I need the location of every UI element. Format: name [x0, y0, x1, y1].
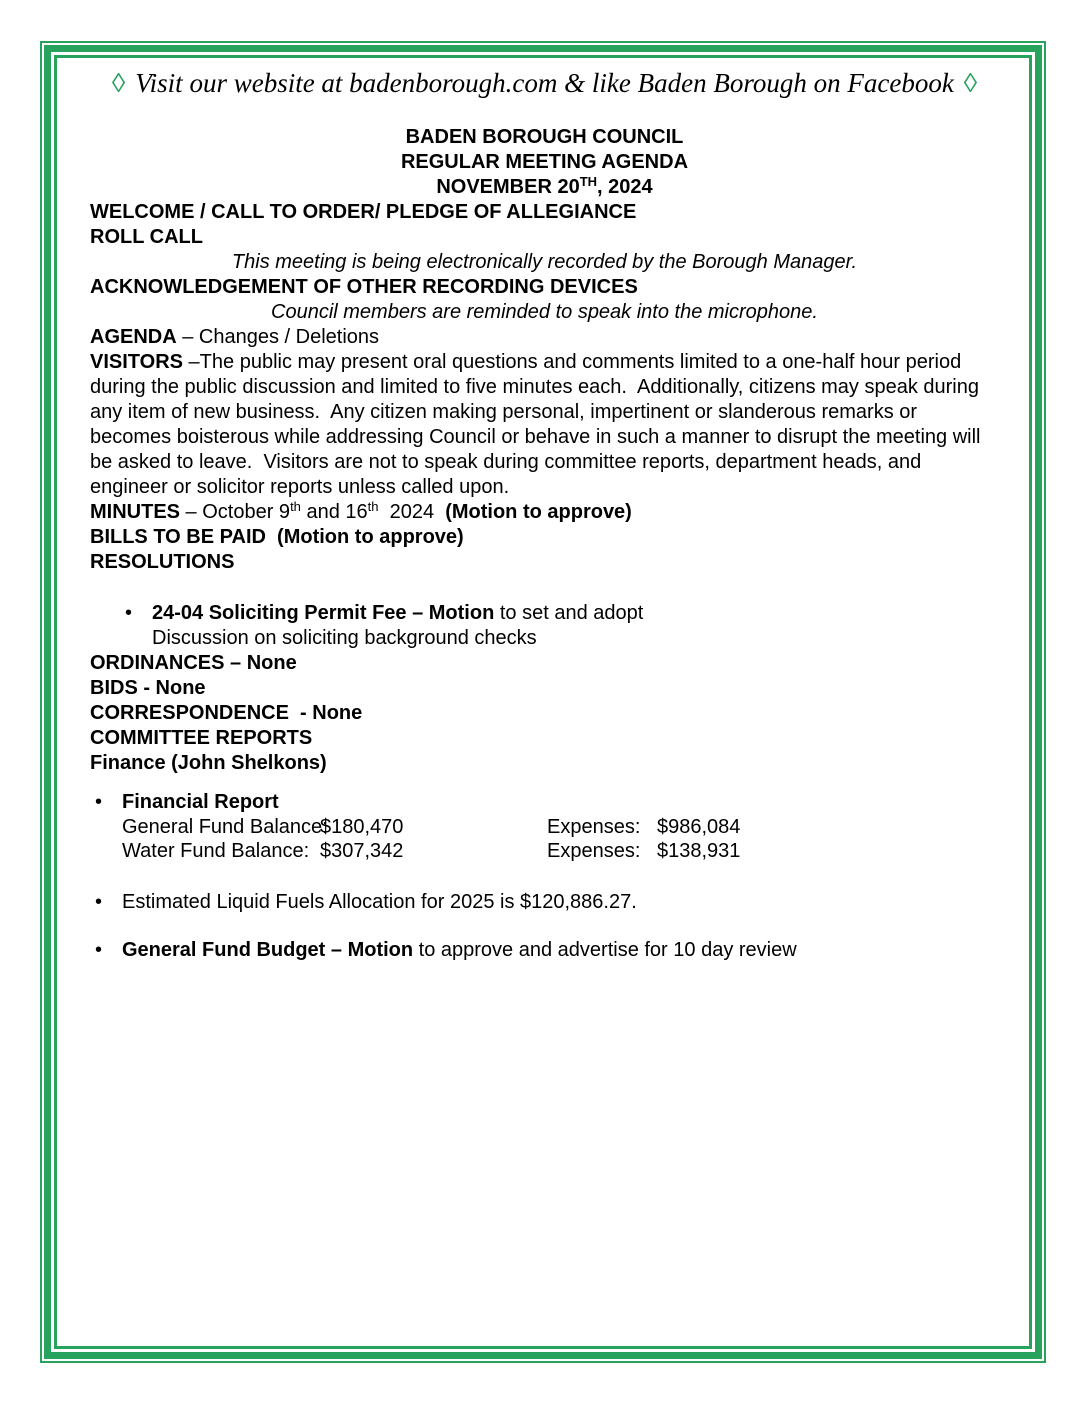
- page-border-frame-middle: [44, 45, 1042, 1359]
- heading-committee-reports: COMMITTEE REPORTS: [90, 727, 313, 749]
- bullet-icon: •: [95, 891, 103, 913]
- heading-bids: BIDS - None: [90, 677, 206, 699]
- heading-finance-committee: Finance (John Shelkons): [90, 752, 327, 774]
- page-border-frame-inner: [54, 55, 1032, 1349]
- ordinal-superscript: th: [290, 499, 301, 514]
- recording-note: This meeting is being electronically recorded by the Borough Manager.: [231, 251, 858, 273]
- fund-label: Water Fund Balance:: [122, 840, 310, 862]
- resolution-text: 24-04 Soliciting Permit Fee – Motion to set and adopt Discussion on soliciting background checks: [152, 602, 644, 649]
- visitors-paragraph: VISITORS –The public may present oral questions and comments limited to a one-half hour period during the public discussion and limited to five minutes each. Additionally, citizens may speak during any item of new business. Any citizen making personal, impertinent or slanderous remarks or becomes boisterous while addressing Council or behave in such a manner to disrupt the meeting will be asked to leave. Visitors are not to speak during committee reports, department heads, and engineer or solicitor reports unless called upon.: [90, 351, 987, 498]
- bullet-icon: •: [95, 939, 103, 961]
- minutes-line: MINUTES – October 9th and 16th 2024 (Motion to approve): [90, 499, 632, 523]
- heading-acknowledgement: ACKNOWLEDGEMENT OF OTHER RECORDING DEVICES: [90, 276, 638, 298]
- financial-report-title: Financial Report: [122, 791, 279, 813]
- financial-report-block: [90, 790, 999, 863]
- ordinal-superscript: th: [367, 499, 379, 514]
- liquid-fuels-text: Estimated Liquid Fuels Allocation for 2025 is $120,886.27.: [122, 891, 637, 913]
- bullet-icon: •: [95, 791, 103, 813]
- bullet-icon: •: [125, 602, 133, 624]
- list-item-financial-report: [95, 790, 999, 815]
- list-item-general-fund-budget: [95, 938, 999, 963]
- expenses-value: $138,931: [657, 840, 741, 862]
- expenses-label: Expenses:: [547, 840, 641, 862]
- expenses-value: $986,084: [657, 816, 741, 838]
- list-item-liquid-fuels: [95, 890, 999, 915]
- fund-label: General Fund Balance:: [122, 816, 328, 838]
- website-banner: [90, 66, 999, 100]
- meeting-date: NOVEMBER 20TH, 2024: [436, 174, 653, 198]
- expenses-label: Expenses:: [547, 816, 641, 838]
- heading-resolutions: RESOLUTIONS: [90, 551, 235, 573]
- diamond-icon: ◊: [963, 68, 978, 98]
- document-content: [57, 58, 1029, 963]
- meeting-type-title: REGULAR MEETING AGENDA: [400, 151, 689, 173]
- page-border-frame: [40, 41, 1046, 1363]
- council-title: BADEN BOROUGH COUNCIL: [405, 126, 684, 148]
- banner-text: Visit our website at badenborough.com & like Baden Borough on Facebook: [135, 68, 954, 98]
- fund-value: $307,342: [320, 840, 404, 862]
- budget-text: General Fund Budget – Motion to approve and advertise for 10 day review: [122, 939, 797, 961]
- heading-welcome: WELCOME / CALL TO ORDER/ PLEDGE OF ALLEGIANCE: [90, 201, 637, 223]
- microphone-note: Council members are reminded to speak into the microphone.: [271, 301, 818, 323]
- fund-balance-row: [122, 839, 999, 863]
- fund-value: $180,470: [320, 816, 404, 838]
- heading-ordinances: ORDINANCES – None: [90, 652, 297, 674]
- heading-bills: BILLS TO BE PAID (Motion to approve): [90, 526, 464, 548]
- heading-correspondence: CORRESPONDENCE - None: [90, 702, 363, 724]
- heading-agenda: AGENDA – Changes / Deletions: [90, 326, 380, 348]
- diamond-icon: ◊: [111, 68, 126, 98]
- fund-balance-row: [122, 815, 999, 839]
- date-ordinal-superscript: TH: [579, 174, 598, 189]
- list-item-resolution: [125, 601, 999, 651]
- document-title-block: [90, 125, 999, 200]
- heading-roll-call: ROLL CALL: [90, 226, 203, 248]
